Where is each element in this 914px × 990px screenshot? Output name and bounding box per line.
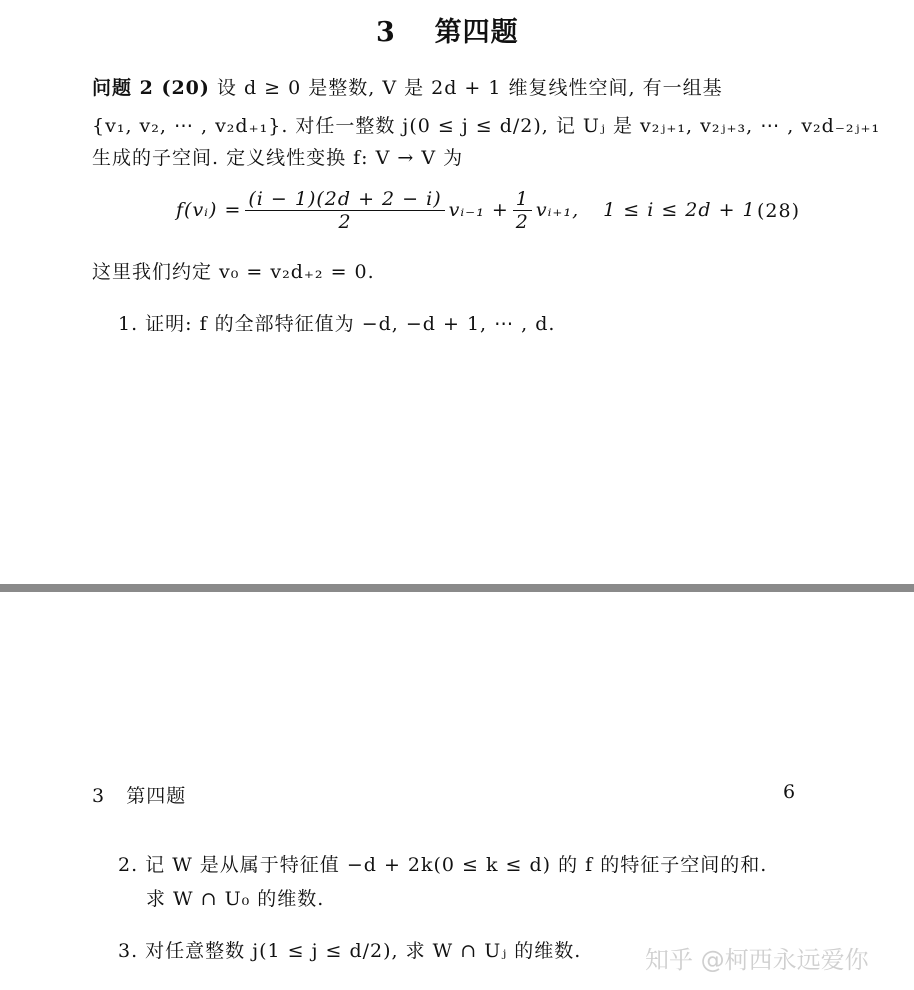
equation-28 bbox=[176, 182, 756, 238]
section-title bbox=[376, 10, 519, 49]
problem-label: 问题 2 (20) bbox=[92, 77, 210, 99]
convention-line: 这里我们约定 v₀ = v₂d₊₂ = 0. bbox=[92, 261, 375, 283]
eq-fraction-2-denominator: 2 bbox=[515, 210, 529, 233]
problem-line-2: {v₁, v₂, ⋯ , v₂d₊₁}. 对任一整数 j(0 ≤ j ≤ d/2), 记 Uⱼ 是 v₂ⱼ₊₁, v₂ⱼ₊₃, ⋯ , v₂d₋₂ⱼ₊₁ bbox=[92, 115, 881, 137]
eq-fraction-1 bbox=[245, 188, 444, 233]
item-3: 3. 对任意整数 j(1 ≤ j ≤ d/2), 求 W ∩ Uⱼ 的维数. bbox=[118, 940, 582, 962]
problem-text-1: 设 d ≥ 0 是整数, V 是 2d + 1 维复线性空间, 有一组基 bbox=[216, 77, 723, 99]
equation-number: (28) bbox=[757, 200, 801, 222]
item-2-line-1: 2. 记 W 是从属于特征值 −d + 2k(0 ≤ k ≤ d) 的 f 的特征子空间的和. bbox=[118, 854, 768, 876]
section-number: 3 bbox=[376, 17, 396, 48]
item-2-line-2: 求 W ∩ U₀ 的维数. bbox=[146, 888, 325, 910]
eq-lhs: f(vᵢ) = bbox=[176, 199, 242, 221]
running-header-left: 3 第四题 bbox=[92, 785, 187, 807]
item-1: 1. 证明: f 的全部特征值为 −d, −d + 1, ⋯ , d. bbox=[118, 313, 556, 335]
page-number: 6 bbox=[783, 781, 797, 803]
problem-line-3: 生成的子空间. 定义线性变换 f: V → V 为 bbox=[92, 147, 464, 169]
eq-fraction-2-numerator: 1 bbox=[513, 188, 532, 211]
eq-rhs: vᵢ₊₁, bbox=[535, 199, 580, 221]
eq-fraction-1-denominator: 2 bbox=[338, 210, 352, 233]
watermark: 知乎 @柯西永远爱你 bbox=[645, 946, 869, 974]
section-name: 第四题 bbox=[434, 17, 519, 48]
eq-fraction-2 bbox=[513, 188, 532, 233]
eq-mid: vᵢ₋₁ + bbox=[448, 199, 509, 221]
page-divider bbox=[0, 584, 914, 592]
eq-fraction-1-numerator: (i − 1)(2d + 2 − i) bbox=[245, 188, 444, 211]
problem-line-1 bbox=[92, 73, 723, 100]
eq-range: 1 ≤ i ≤ 2d + 1 bbox=[603, 199, 756, 221]
